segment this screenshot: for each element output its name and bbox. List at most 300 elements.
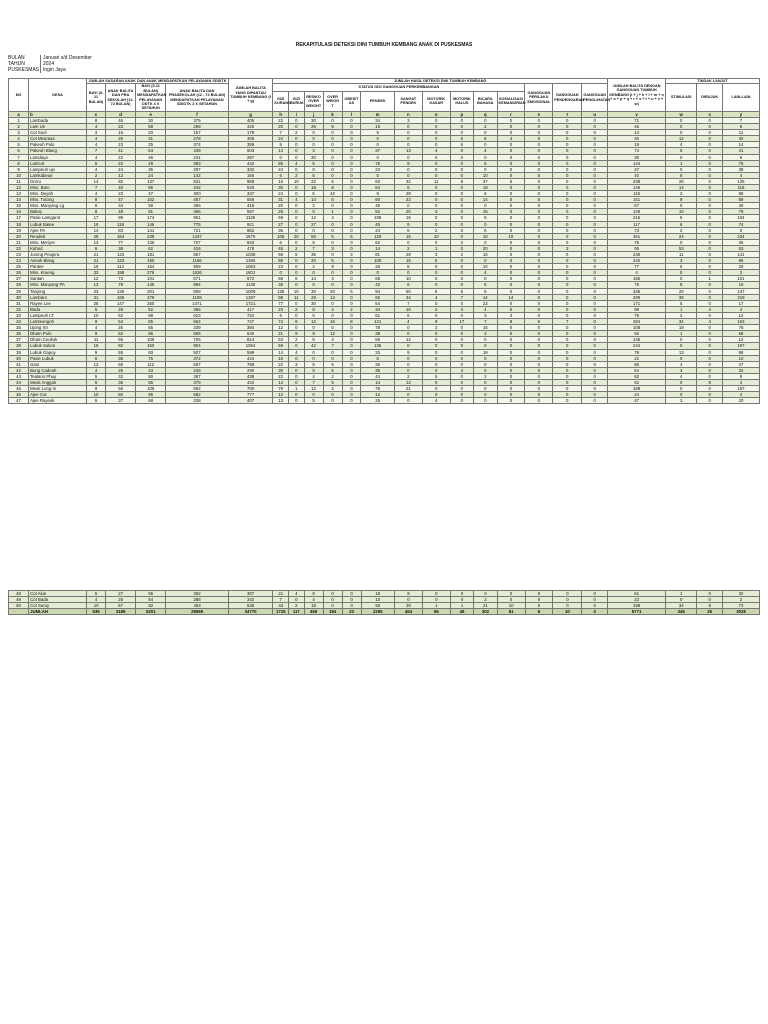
table-cell: 35	[136, 166, 166, 172]
table-cell: 0	[497, 591, 525, 597]
table-cell: 0	[582, 252, 608, 258]
table-cell: 921	[228, 221, 273, 227]
cell-desa: Lubuk Sukon	[29, 343, 87, 349]
table-cell: 640	[228, 331, 273, 337]
table-cell: 12	[304, 215, 323, 221]
table-cell: 5	[422, 258, 450, 264]
table-cell: 5	[323, 178, 342, 184]
table-cell: 57	[106, 603, 136, 609]
table-cell: 5	[323, 258, 342, 264]
table-cell: 2	[9, 124, 29, 130]
table-cell: 0	[697, 355, 723, 361]
table-cell: 0	[553, 367, 582, 373]
table-cell: 0	[450, 398, 473, 404]
table-cell: 12	[106, 172, 136, 178]
table-cell: 4	[474, 148, 497, 154]
table-cell: 55	[136, 379, 166, 385]
table-cell: 0	[323, 282, 342, 288]
table-cell: 32	[394, 178, 422, 184]
table-cell: 0	[553, 355, 582, 361]
table-cell: 91	[136, 209, 166, 215]
table-cell: 104	[722, 215, 759, 221]
table-cell: 13	[666, 349, 697, 355]
table-cell: 14	[361, 379, 394, 385]
table-cell: 0	[304, 355, 323, 361]
table-cell: 17	[9, 215, 29, 221]
table-cell: 457	[166, 197, 229, 203]
table-cell: 0	[525, 591, 553, 597]
table-cell: 24	[9, 258, 29, 264]
table-cell: 47	[9, 398, 29, 404]
table-cell: 1355	[228, 258, 273, 264]
table-cell: 198	[608, 603, 666, 609]
cell-desa: Dham Ceukok	[29, 337, 87, 343]
table-cell: 0	[342, 203, 361, 209]
table-cell: 0	[323, 349, 342, 355]
table-cell: 0	[697, 282, 723, 288]
table-cell: 0	[697, 337, 723, 343]
table-cell: 95	[608, 245, 666, 251]
table-cell: 0	[342, 245, 361, 251]
table-cell: 25	[106, 367, 136, 373]
col-status: STATUS GIZI GANGGUAN PERKEMBANGAN	[273, 84, 525, 92]
table-row	[9, 398, 760, 404]
table-cell: 147	[106, 300, 136, 306]
table-cell: 15	[394, 258, 422, 264]
table-cell: 0	[288, 264, 304, 270]
table-cell: 6	[304, 337, 323, 343]
cell-desa: Lamkabeue	[29, 172, 87, 178]
table-cell: 3	[666, 367, 697, 373]
table-cell: 0	[553, 203, 582, 209]
table-cell: 0	[422, 355, 450, 361]
table-cell: 0	[553, 294, 582, 300]
table-cell: 1	[666, 306, 697, 312]
table-cell: 342	[228, 597, 273, 603]
table-cell: 0	[497, 325, 525, 331]
table-cell: 0	[553, 392, 582, 398]
table-cell: 0	[422, 154, 450, 160]
table-cell: 0	[582, 209, 608, 215]
table-cell: 0	[582, 337, 608, 343]
table-cell: 3189	[106, 609, 136, 615]
table-cell: 35	[361, 361, 394, 367]
table-cell: 24	[666, 233, 697, 239]
table-cell: 6	[394, 312, 422, 318]
table-cell: 0	[323, 154, 342, 160]
table-cell: 994	[166, 282, 229, 288]
table-cell: 387	[166, 373, 229, 379]
table-cell: 2	[288, 172, 304, 178]
table-cell: 623	[166, 312, 229, 318]
table-cell: 48	[106, 209, 136, 215]
table-cell: 65	[361, 276, 394, 282]
table-cell: 14	[304, 276, 323, 282]
col-obesitas: OBESIT AS	[342, 91, 361, 111]
table-cell: 0	[525, 245, 553, 251]
table-cell: 79	[722, 209, 759, 215]
table-cell: 16	[9, 209, 29, 215]
table-cell: 82	[608, 373, 666, 379]
table-cell: 30	[9, 294, 29, 300]
table-cell: 4	[288, 197, 304, 203]
table-cell: 0	[395, 597, 423, 603]
table-cell: 466	[166, 209, 229, 215]
table-cell: 0	[497, 124, 525, 130]
table-cell: 0	[525, 203, 553, 209]
table-cell: 31	[136, 136, 166, 142]
table-cell: 28	[394, 252, 422, 258]
table-cell: 297	[166, 166, 229, 172]
table-cell: 0	[697, 160, 723, 166]
meta-value: Januari s/d Desember	[40, 55, 133, 61]
table-cell: 0	[394, 166, 422, 172]
table-cell: 0	[525, 392, 553, 398]
table-cell: 244	[608, 343, 666, 349]
table-cell: 775	[166, 221, 229, 227]
table-cell: 28	[87, 233, 106, 239]
table-cell: 16	[323, 319, 342, 325]
table-cell: 0	[525, 312, 553, 318]
table-cell: 0	[474, 398, 497, 404]
table-cell: 3	[666, 398, 697, 404]
table-cell: 35	[9, 325, 29, 331]
table-cell: 106	[273, 233, 289, 239]
table-cell: 0	[582, 239, 608, 245]
table-cell: 21	[394, 386, 422, 392]
table-cell: 2	[394, 245, 422, 251]
table-cell: 0	[553, 398, 582, 404]
table-cell: 0	[697, 349, 723, 355]
table-cell: 15	[304, 603, 323, 609]
table-cell: 0	[553, 130, 582, 136]
table-cell: 10	[422, 233, 450, 239]
table-cell: 4	[288, 160, 304, 166]
table-cell: 22	[273, 373, 289, 379]
table-cell: 8	[87, 117, 106, 123]
table-cell: 12	[361, 392, 394, 398]
table-cell: 8	[666, 172, 697, 178]
table-cell: 0	[497, 373, 525, 379]
table-cell: 7	[273, 597, 289, 603]
table-cell: 20	[395, 603, 423, 609]
table-cell: 0	[525, 337, 553, 343]
table-cell: 3	[87, 130, 106, 136]
table-cell: 0	[450, 124, 473, 130]
table-cell: 28	[666, 178, 697, 184]
total-row	[9, 609, 760, 615]
table-cell: 32	[9, 306, 29, 312]
table-cell: 808	[166, 288, 229, 294]
table-cell: 10	[497, 603, 525, 609]
table-cell: 0	[553, 264, 582, 270]
table-cell: 0	[697, 233, 723, 239]
table-cell: 19	[474, 349, 497, 355]
table-cell: 33	[361, 349, 394, 355]
table-cell: 507	[166, 349, 229, 355]
table-cell: 216	[608, 215, 666, 221]
cell-desa: Ajee Rayeuk	[29, 398, 87, 404]
table-cell: 6	[666, 215, 697, 221]
table-cell: 0	[582, 294, 608, 300]
table-cell: 8	[697, 603, 723, 609]
col-motorik-halus: MOTORIK HALUS	[450, 91, 473, 111]
table-cell: 12	[722, 312, 759, 318]
table-cell: 10	[288, 178, 304, 184]
table-cell: 35	[273, 282, 289, 288]
cell-desa: Pakeuh Pulo	[29, 142, 87, 148]
table-cell: 96	[422, 609, 450, 615]
table-cell: 0	[553, 154, 582, 160]
table-cell: 0	[497, 172, 525, 178]
table-cell: 28	[9, 282, 29, 288]
table-cell: 0	[525, 349, 553, 355]
table-cell: s	[525, 111, 553, 117]
table-cell: 7	[450, 294, 473, 300]
table-cell: 21	[87, 252, 106, 258]
table-cell: 862	[228, 227, 273, 233]
table-cell: 300	[166, 191, 229, 197]
table-cell: 0	[450, 203, 473, 209]
table-cell: 190	[136, 258, 166, 264]
table-cell: 747	[228, 319, 273, 325]
table-cell: 4	[304, 597, 323, 603]
table-cell: 599	[228, 349, 273, 355]
table-cell: 0	[497, 264, 525, 270]
table-cell: 0	[394, 392, 422, 398]
table-cell: 0	[553, 239, 582, 245]
table-cell: 0	[288, 258, 304, 264]
table-cell: 73	[106, 276, 136, 282]
table-cell: 238	[608, 178, 666, 184]
table-cell: 75	[722, 160, 759, 166]
table-cell: 0	[342, 239, 361, 245]
table-cell: 0	[697, 178, 723, 184]
cell-desa: Santan	[29, 276, 87, 282]
table-cell: 65	[106, 337, 136, 343]
table-cell: 0	[525, 276, 553, 282]
table-cell: 857	[166, 252, 229, 258]
table-cell: 3	[422, 252, 450, 258]
table-cell: 0	[697, 386, 723, 392]
report-meta	[8, 55, 133, 73]
table-cell: 197	[722, 386, 759, 392]
table-cell: 0	[582, 300, 608, 306]
table-cell: 60	[106, 392, 136, 398]
table-cell: 0	[394, 398, 422, 404]
table-cell: 0	[422, 312, 450, 318]
table-cell: 32	[106, 373, 136, 379]
table-cell: 0	[553, 221, 582, 227]
table-cell: 0	[497, 215, 525, 221]
table-cell: 25	[106, 136, 136, 142]
table-cell: 0	[666, 276, 697, 282]
table-cell: 0	[497, 209, 525, 215]
table-cell: 67	[608, 203, 666, 209]
table-cell: 12	[273, 392, 289, 398]
table-cell: 45	[361, 203, 394, 209]
table-cell: 144	[608, 160, 666, 166]
table-cell: 2	[304, 203, 323, 209]
table-cell: 0	[361, 142, 394, 148]
table-cell: 0	[422, 392, 450, 398]
table-cell: 0	[450, 373, 473, 379]
table-cell: 0	[342, 597, 361, 603]
table-cell: 8	[450, 178, 473, 184]
table-cell: 0	[582, 191, 608, 197]
table-cell: 0	[450, 245, 473, 251]
cell-desa: Cot Meuraxa	[29, 136, 87, 142]
table-cell: 0	[474, 117, 497, 123]
table-cell: 1	[422, 245, 450, 251]
table-cell: 0	[342, 349, 361, 355]
col-dipantau: JUMLAH BALITA YANG DIPANTAU TUMBUH KEMBANG (f + g)	[228, 79, 273, 112]
table-cell: 14	[9, 197, 29, 203]
table-cell: 1	[323, 209, 342, 215]
table-cell: 5	[288, 252, 304, 258]
table-cell: 102	[136, 197, 166, 203]
table-cell: 14	[497, 294, 525, 300]
cell-desa: Bakoy	[29, 209, 87, 215]
table-cell: 12	[273, 325, 289, 331]
table-cell: y	[722, 111, 759, 117]
table-cell: 5	[304, 172, 323, 178]
meta-label: PUSKESMAS	[8, 67, 40, 73]
table-cell: 4	[87, 166, 106, 172]
table-cell: 399	[228, 142, 273, 148]
table-cell: 5	[666, 148, 697, 154]
col-over: OVER WEIGH T	[323, 91, 342, 111]
table-cell: 1	[666, 160, 697, 166]
table-cell: 20	[136, 130, 166, 136]
table-cell: 0	[450, 276, 473, 282]
cell-desa: Aneuk Blang	[29, 258, 87, 264]
table-cell: l	[342, 111, 361, 117]
table-cell: 0	[582, 361, 608, 367]
table-cell: 128	[608, 209, 666, 215]
table-cell: 0	[525, 343, 553, 349]
table-cell: 0	[474, 392, 497, 398]
table-cell: 366	[166, 306, 229, 312]
table-cell: 0	[474, 154, 497, 160]
table-cell: 24	[136, 172, 166, 178]
table-cell: 151	[608, 197, 666, 203]
table-cell: 345	[608, 288, 666, 294]
table-cell: 62	[361, 239, 394, 245]
table-cell: 0	[697, 239, 723, 245]
table-cell: 0	[553, 343, 582, 349]
table-cell: 32	[722, 591, 759, 597]
table-cell: 672	[228, 276, 273, 282]
table-cell: 0	[342, 300, 361, 306]
table-cell: 0	[666, 239, 697, 245]
table-cell: 86	[722, 258, 759, 264]
table-cell: 0	[697, 367, 723, 373]
table-cell: 700	[228, 386, 273, 392]
table-cell: 0	[342, 130, 361, 136]
table-cell: 0	[342, 603, 361, 609]
table-cell: 46	[608, 124, 666, 130]
table-cell: 117	[608, 221, 666, 227]
table-cell: 4	[666, 373, 697, 379]
table-cell: 0	[288, 398, 304, 404]
table-cell: 3	[553, 245, 582, 251]
table-cell: 22	[394, 197, 422, 203]
table-cell: 61	[497, 609, 525, 615]
table-cell: 0	[342, 282, 361, 288]
table-cell: 1	[697, 276, 723, 282]
meta-row	[8, 67, 133, 73]
table-cell: 30	[608, 136, 666, 142]
table-cell: 0	[323, 160, 342, 166]
table-cell: 9	[304, 591, 323, 597]
table-cell: 0	[497, 166, 525, 172]
table-cell: 0	[342, 398, 361, 404]
table-cell: 0	[553, 288, 582, 294]
footer-table	[8, 590, 760, 615]
table-cell: 0	[323, 398, 342, 404]
table-cell: 4	[422, 398, 450, 404]
table-cell: 86	[136, 331, 166, 337]
table-cell: 123	[106, 252, 136, 258]
table-cell: 75	[608, 282, 666, 288]
table-cell: 379	[166, 379, 229, 385]
table-cell: 108	[136, 386, 166, 392]
table-cell: 14	[273, 379, 289, 385]
table-cell: 69	[106, 361, 136, 367]
table-cell: 47	[722, 361, 759, 367]
col-risiko: RESIKO OVER WEIGHT	[304, 91, 323, 111]
table-cell: 7	[87, 148, 106, 154]
table-cell: 20	[474, 245, 497, 251]
table-cell: 0	[450, 148, 473, 154]
table-cell: 0	[342, 184, 361, 190]
table-cell: 0	[422, 300, 450, 306]
table-cell: 50	[9, 603, 29, 609]
table-cell: 154	[136, 264, 166, 270]
table-cell: 0	[422, 337, 450, 343]
table-cell: 0	[422, 197, 450, 203]
table-cell: 18	[666, 325, 697, 331]
table-cell: 89	[722, 197, 759, 203]
table-cell: 37	[106, 398, 136, 404]
table-cell: 0	[323, 603, 342, 609]
table-cell: 0	[422, 349, 450, 355]
table-cell: 141	[722, 252, 759, 258]
table-cell: 0	[697, 197, 723, 203]
table-cell: 0	[450, 343, 473, 349]
table-cell: 8	[666, 282, 697, 288]
table-cell: 58	[136, 124, 166, 130]
table-cell: 46	[136, 154, 166, 160]
table-cell: 1	[666, 331, 697, 337]
table-cell: 0	[525, 136, 553, 142]
table-cell: 951	[166, 215, 229, 221]
table-cell: 0	[722, 227, 759, 233]
table-cell: 5	[323, 233, 342, 239]
table-cell: 0	[474, 130, 497, 136]
table-cell: 6	[525, 319, 553, 325]
meta-value: 2024	[40, 61, 133, 67]
table-cell: 0	[342, 312, 361, 318]
table-cell: 3	[394, 117, 422, 123]
table-cell: 79	[608, 349, 666, 355]
table-cell: 0	[525, 160, 553, 166]
table-cell: 99	[136, 312, 166, 318]
table-cell: 45	[361, 221, 394, 227]
table-cell: 2	[450, 239, 473, 245]
table-cell: 339	[166, 325, 229, 331]
